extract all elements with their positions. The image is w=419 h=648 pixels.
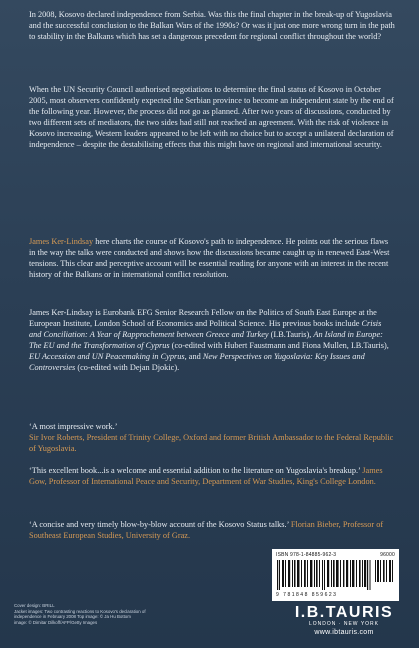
price-code: 96000	[380, 552, 395, 558]
isbn-number: ISBN 978-1-84885-962-3	[276, 552, 337, 558]
blurb-paragraph-3	[29, 236, 395, 280]
quote-text: ‘A most impressive work.’	[29, 422, 118, 431]
blurb-paragraph-1: In 2008, Kosovo declared independence from Serbia. Was this the final chapter in the break-up of Yugoslavia and the successful conclusion to the Balkan Wars of the 1990s? Or was it just one more wrong turn in the path to stability in the Balkans which has set a dangerous precedent for regional conflict throughout the world?	[29, 10, 395, 42]
cover-credits	[14, 603, 189, 626]
isbn-barcode	[272, 549, 399, 601]
bio-text-d: , and	[184, 352, 203, 362]
publisher-name: I.B.TAURIS	[294, 604, 394, 621]
barcode-digits: 9 781848 859623	[276, 592, 338, 598]
bio-text-b: (I.B.Tauris),	[268, 330, 314, 340]
review-quote-2	[29, 465, 395, 487]
author-name: James Ker-Lindsay	[29, 237, 94, 246]
credit-line-3: independence in February 2008 Top image: © Ja Hu Bottom	[14, 614, 131, 620]
credit-line-1: Cover design: BRILL	[14, 603, 55, 608]
publisher-logo	[289, 604, 399, 637]
quote-text: ‘This excellent book...is a welcome and essential addition to the literature on Yugoslavia's breakup.’	[29, 466, 363, 475]
blurb-paragraph-3-text: here charts the course of Kosovo's path to independence. He points out the serious flaws in the way the talks were conducted and shows how the discussions became caught up in renewed East-West tensions. This clear and perceptive account will be essential reading for anyone with an interest in the recent history of the Balkans or in international conflict resolution.	[29, 237, 390, 280]
bio-text-e: (co-edited with Dejan Djokic).	[75, 363, 180, 373]
review-quote-3	[29, 519, 395, 541]
credit-line-2: Jacket images: Two contrasting reactions to Kosovo's declaration of	[14, 608, 146, 614]
quote-attribution: James Gow, Professor of International Peace and Security, Department of War Studies, King's College London.	[29, 466, 383, 487]
book-title-4: New Perspectives on Yugoslavia: Key Issues and Controversies	[29, 352, 365, 373]
barcode-icon	[276, 560, 395, 590]
quote-text: ‘A concise and very timely blow-by-blow account of the Kosovo Status talks.’	[29, 520, 291, 529]
publisher-cities: LONDON · NEW YORK	[309, 621, 379, 627]
author-bio	[29, 307, 395, 374]
review-quote-1	[29, 421, 395, 454]
book-title-2: An Island in Europe: The EU and the Transformation of Cyprus	[29, 330, 383, 351]
bio-text-c: (co-edited with Hubert Faustmann and Fiona Mullen, I.B.Tauris),	[169, 341, 389, 351]
book-title-3: EU Accession and UN Peacemaking in Cyprus	[29, 352, 185, 362]
quote-attribution: Sir Ivor Roberts, President of Trinity College, Oxford and former British Ambassador to the Federal Republic of Yugoslavia.	[29, 433, 394, 454]
quote-attribution: Florian Bieber, Professor of Southeast European Studies, University of Graz.	[29, 520, 384, 541]
bio-text-a: James Ker-Lindsay is Eurobank EFG Senior Research Fellow on the Politics of South East Europe at the European Institute, London School of Economics and Political Science. His previous books include	[29, 308, 377, 329]
book-title-1: Crisis and Conciliation: A Year of Rapprochement between Greece and Turkey	[29, 319, 382, 340]
blurb-paragraph-2: When the UN Security Council authorised negotiations to determine the final status of Kosovo in October 2005, most observers confidently expected the Serbian province to become an independent state by the end of the following year. However, the process did not go as planned. After two years of discussions, conducted by two different sets of mediators, the two sides had still not reached an agreement. With the risk of violence in Kosovo increasing, Western leaders appeared to be left with no choice but to accept a unilateral declaration of independence – despite the destabilising effects that this might have on regional and international security.	[29, 85, 394, 150]
credit-line-4: image: © Dimitar Dilkoff/AFP/Getty Images	[14, 620, 98, 626]
publisher-website: www.ibtauris.com	[314, 629, 374, 636]
